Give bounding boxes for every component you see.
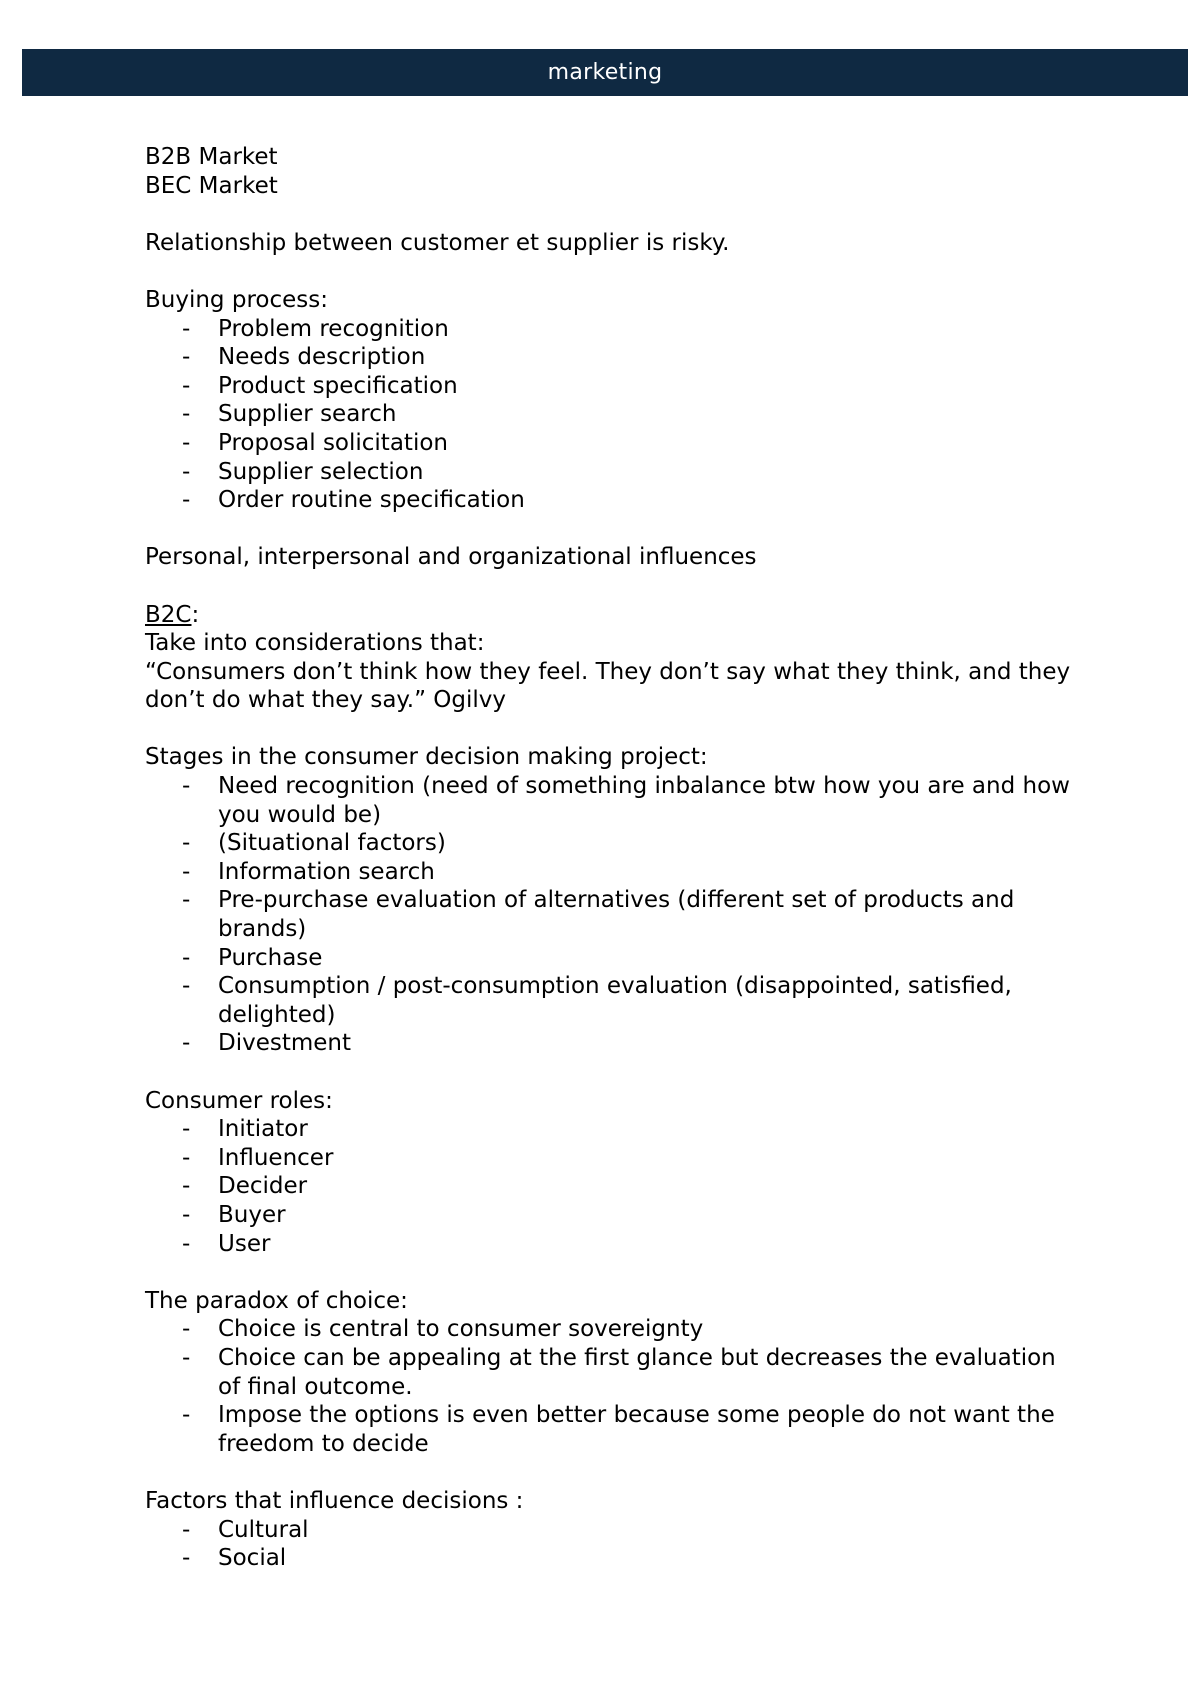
- list-item: [145, 372, 1075, 401]
- b2c-colon: :: [191, 601, 200, 628]
- list-item: [145, 858, 1075, 887]
- list-item-text: Information search: [218, 858, 435, 885]
- list-item-text: Divestment: [218, 1030, 352, 1057]
- list-item-text: Social: [218, 1545, 287, 1572]
- spacer: [145, 200, 1075, 229]
- list-item: [145, 1516, 1075, 1545]
- list-item-text: Buyer: [218, 1201, 286, 1228]
- list-item: [145, 886, 1075, 943]
- list-item: [145, 1230, 1075, 1259]
- list-item: [145, 1315, 1075, 1344]
- list-item-text: Choice is central to consumer sovereignty: [218, 1316, 704, 1343]
- list-item: [145, 458, 1075, 487]
- list-item-text: Purchase: [218, 944, 323, 971]
- list-item-text: Order routine specification: [218, 487, 525, 514]
- factors-heading: Factors that influence decisions :: [145, 1487, 524, 1514]
- spacer: [145, 572, 1075, 601]
- paradox-heading: The paradox of choice:: [145, 1287, 408, 1314]
- dash-bullet: -: [182, 401, 191, 428]
- considerations-line: Take into considerations that:: [145, 630, 485, 657]
- list-item-text: Initiator: [218, 1116, 308, 1143]
- spacer: [145, 1458, 1075, 1487]
- list-item: [145, 400, 1075, 429]
- list-item: [145, 1344, 1075, 1401]
- buying-process-list: [145, 315, 1075, 515]
- ogilvy-quote: “Consumers don’t think how they feel. They don’t say what they think, and they don’t do what they say.” Ogilvy: [145, 658, 1078, 714]
- dash-bullet: -: [182, 830, 191, 857]
- list-item: [145, 315, 1075, 344]
- list-item-text: Cultural: [218, 1516, 309, 1543]
- stages-list: [145, 772, 1075, 1058]
- list-item-text: Supplier search: [218, 401, 397, 428]
- bec-market-line: BEC Market: [145, 172, 278, 199]
- dash-bullet: -: [182, 1116, 191, 1143]
- influences-line: Personal, interpersonal and organizational influences: [145, 544, 757, 571]
- dash-bullet: -: [182, 315, 191, 342]
- list-item: [145, 1029, 1075, 1058]
- list-item: [145, 772, 1075, 829]
- dash-bullet: -: [182, 1316, 191, 1343]
- dash-bullet: -: [182, 1516, 191, 1543]
- list-item-text: Influencer: [218, 1144, 334, 1171]
- list-item-text: User: [218, 1230, 271, 1257]
- list-item: [145, 343, 1075, 372]
- roles-list: [145, 1115, 1075, 1258]
- dash-bullet: -: [182, 1173, 191, 1200]
- spacer: [145, 715, 1075, 744]
- dash-bullet: -: [182, 372, 191, 399]
- dash-bullet: -: [182, 1402, 191, 1429]
- relationship-line: Relationship between customer et supplier is risky.: [145, 229, 730, 256]
- b2c-heading: [145, 601, 1075, 630]
- list-item: [145, 944, 1075, 973]
- list-item: [145, 972, 1075, 1029]
- list-item: [145, 1172, 1075, 1201]
- spacer: [145, 257, 1075, 286]
- list-item-text: Decider: [218, 1173, 308, 1200]
- dash-bullet: -: [182, 429, 191, 456]
- list-item-text: Choice can be appealing at the first glance but decreases the evaluation of final outcome.: [218, 1344, 1056, 1400]
- roles-heading: Consumer roles:: [145, 1087, 333, 1114]
- dash-bullet: -: [182, 344, 191, 371]
- paradox-list: [145, 1315, 1075, 1458]
- list-item: [145, 1115, 1075, 1144]
- list-item: [145, 1201, 1075, 1230]
- header-band: [22, 49, 1188, 96]
- list-item-text: Need recognition (need of something inbalance btw how you are and how you would be): [218, 773, 1070, 828]
- list-item: [145, 1544, 1075, 1573]
- list-item: [145, 1401, 1075, 1458]
- b2c-label: B2C: [145, 601, 192, 628]
- stages-heading: Stages in the consumer decision making project:: [145, 744, 708, 771]
- list-item: [145, 829, 1075, 858]
- dash-bullet: -: [182, 1144, 191, 1171]
- dash-bullet: -: [182, 887, 191, 914]
- document-title: marketing: [547, 60, 663, 85]
- spacer: [145, 515, 1075, 544]
- list-item-text: Needs description: [218, 344, 426, 371]
- dash-bullet: -: [182, 458, 191, 485]
- spacer: [145, 1258, 1075, 1287]
- list-item-text: Product specification: [218, 372, 458, 399]
- list-item-text: Supplier selection: [218, 458, 424, 485]
- list-item-text: Pre-purchase evaluation of alternatives (different set of products and brands): [218, 887, 1015, 943]
- dash-bullet: -: [182, 773, 191, 800]
- list-item-text: Problem recognition: [218, 315, 449, 342]
- dash-bullet: -: [182, 944, 191, 971]
- list-item: [145, 429, 1075, 458]
- list-item-text: Consumption / post-consumption evaluation (disappointed, satisfied, delighted): [218, 973, 1012, 1028]
- list-item-text: Impose the options is even better because some people do not want the freedom to decide: [218, 1402, 1055, 1457]
- list-item: [145, 1144, 1075, 1173]
- dash-bullet: -: [182, 1344, 191, 1371]
- b2b-market-line: B2B Market: [145, 144, 278, 170]
- dash-bullet: -: [182, 1230, 191, 1257]
- dash-bullet: -: [182, 487, 191, 514]
- list-item-text: (Situational factors): [218, 830, 446, 857]
- dash-bullet: -: [182, 858, 191, 885]
- spacer: [145, 1058, 1075, 1087]
- document-body: [145, 143, 1078, 1573]
- dash-bullet: -: [182, 1030, 191, 1057]
- factors-list: [145, 1516, 1075, 1573]
- buying-process-heading: Buying process:: [145, 286, 328, 313]
- list-item-text: Proposal solicitation: [218, 429, 448, 456]
- list-item: [145, 486, 1075, 515]
- dash-bullet: -: [182, 1545, 191, 1572]
- dash-bullet: -: [182, 973, 191, 1000]
- dash-bullet: -: [182, 1201, 191, 1228]
